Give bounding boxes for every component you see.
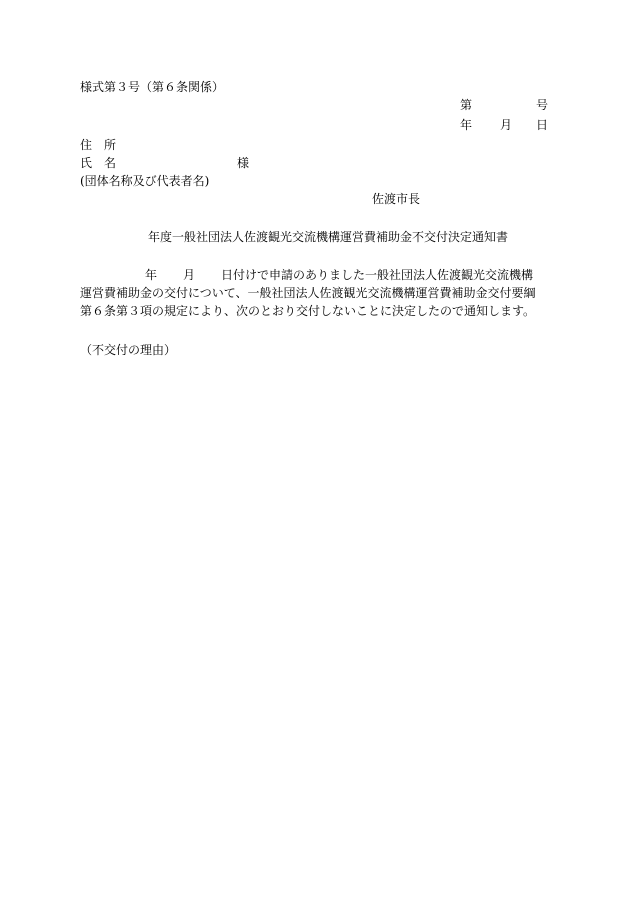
date-day-label: 日 [536, 118, 549, 132]
name-label: 氏 名 [80, 156, 117, 170]
body-year: 年 [145, 268, 158, 282]
body-month: 月 [183, 268, 196, 282]
body-paragraph [80, 266, 555, 320]
reason-heading: （不交付の理由） [80, 343, 177, 357]
date-year-label: 年 [460, 118, 473, 132]
date-month-label: 月 [500, 118, 513, 132]
issuer-name: 佐渡市長 [372, 192, 421, 206]
doc-number-prefix: 第 [460, 98, 473, 112]
body-line-1-text: 日付けで申請のありました一般社団法人佐渡観光交流機構 [221, 268, 534, 282]
doc-number-suffix: 号 [536, 98, 549, 112]
body-line-3: 第６条第３項の規定により、次のとおり交付しないことに決定したので通知します。 [80, 304, 536, 318]
body-line-1 [80, 266, 555, 284]
form-number-label: 様式第３号（第６条関係） [80, 80, 225, 94]
body-line-2: 運営費補助金の交付について、一般社団法人佐渡観光交流機構運営費補助金交付要綱 [80, 286, 536, 300]
address-label: 住 所 [80, 138, 117, 152]
organization-note: (団体名称及び代表者名) [80, 174, 210, 188]
honorific-label: 様 [237, 156, 250, 170]
document-title: 年度一般社団法人佐渡観光交流機構運営費補助金不交付決定通知書 [148, 230, 509, 244]
